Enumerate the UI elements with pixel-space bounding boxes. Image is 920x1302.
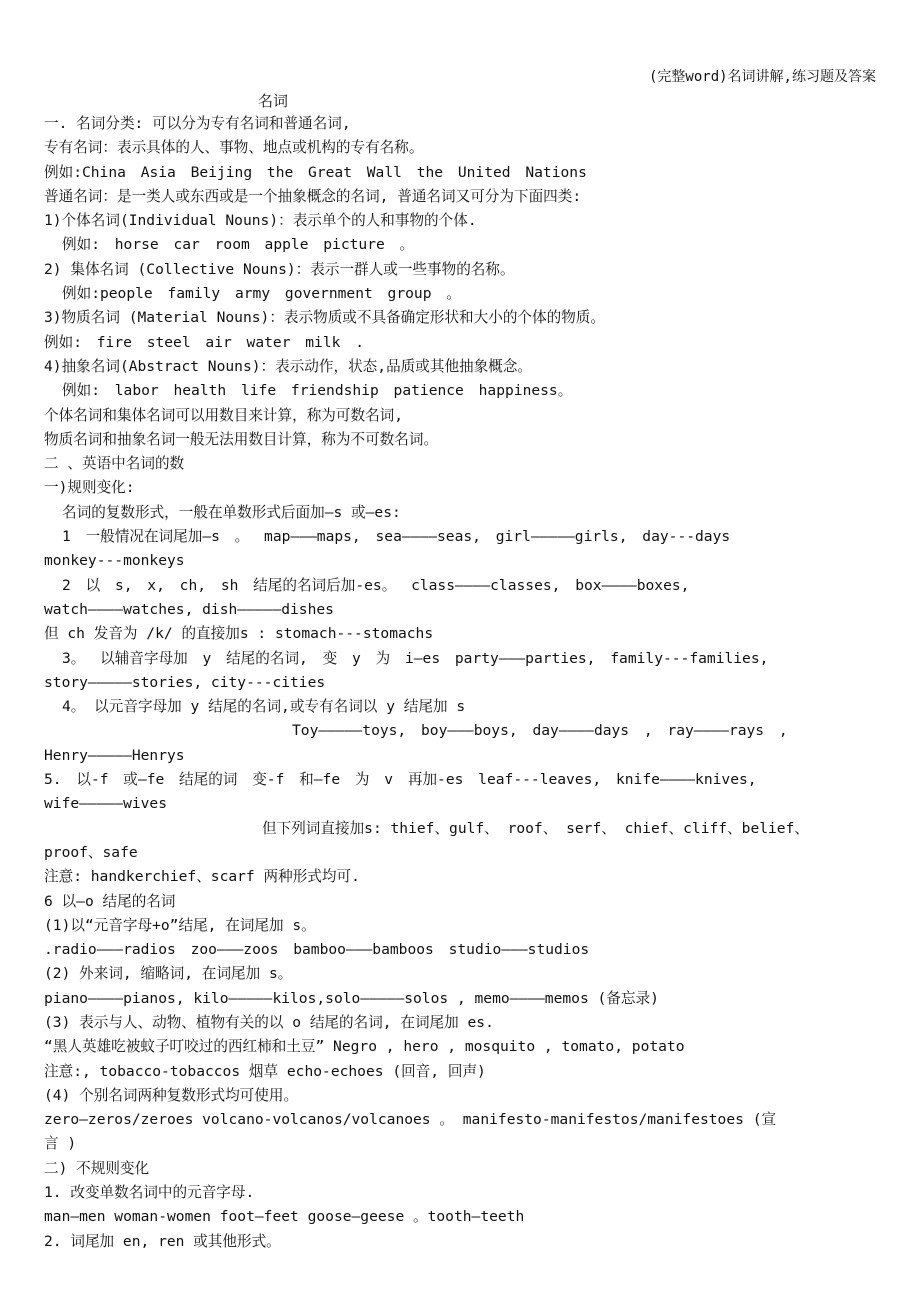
text-line: monkey---monkeys: [44, 552, 185, 570]
text-line: 一. 名词分类: 可以分为专有名词和普通名词,: [44, 115, 351, 132]
text-line: .radio———radios zoo———zoos bamboo———bamboos studio———studios: [44, 941, 590, 959]
text-line: Henry—————Henrys: [44, 746, 185, 764]
text-line: 4。 以元音字母加 y 结尾的名词,或专有名词以 y 结尾加 s: [62, 698, 466, 716]
text-line: 物质名词和抽象名词一般无法用数目计算，称为不可数名词。: [44, 430, 439, 448]
text-line: 例如: horse car room apple picture 。: [62, 236, 415, 254]
text-line: Toy—————toys, boy———boys, day————days , ray————rays ,: [292, 722, 788, 740]
text-line: 个体名词和集体名词可以用数目来计算，称为可数名词,: [44, 406, 404, 424]
text-line: 1 一般情况在词尾加—s 。 map———maps, sea————seas, girl—————girls, day---days: [62, 528, 731, 546]
text-line: 例如:China Asia Beijing the Great Wall the United Nations: [44, 163, 587, 181]
text-line: 言 ): [44, 1135, 77, 1153]
text-line: 1)个体名词(Individual Nouns)：表示单个的人和事物的个体.: [44, 212, 477, 230]
text-line: 例如:people family army government group 。: [62, 285, 461, 303]
document-body: [44, 112, 878, 1254]
text-line: 但下列词直接加s: thief、gulf、 roof、 serf、 chief、cliff、belief、: [262, 819, 809, 837]
text-line: 注意:, tobacco-tobaccos 烟草 echo-echoes (回音, 回声): [44, 1062, 486, 1080]
text-line: 普通名词：是一类人或东西或是一个抽象概念的名词, 普通名词又可分为下面四类:: [44, 187, 582, 205]
text-line: 2) 集体名词 (Collective Nouns)：表示一群人或一些事物的名称。: [44, 260, 515, 278]
text-line: 3。 以辅音字母加 y 结尾的名词, 变 y 为 i—es party———parties, family---families,: [62, 649, 769, 667]
text-line: story—————stories, city---cities: [44, 673, 326, 691]
text-line: 专有名词：表示具体的人、事物、地点或机构的专有名称。: [44, 139, 424, 157]
text-line: zero—zeros/zeroes volcano-volcanos/volcanoes 。 manifesto-manifestos/manifestoes (宣: [44, 1111, 777, 1129]
text-line: man—men woman-women foot—feet goose—geese 。tooth—teeth: [44, 1208, 525, 1226]
text-line: “黑人英雄吃被蚊子叮咬过的西红柿和土豆” Negro , hero , mosquito , tomato, potato: [44, 1038, 685, 1056]
text-line: (4) 个别名词两种复数形式均可使用。: [44, 1086, 299, 1104]
text-line: (2) 外来词, 缩略词, 在词尾加 s。: [44, 965, 293, 983]
text-line: 4)抽象名词(Abstract Nouns)：表示动作，状态,品质或其他抽象概念。: [44, 357, 533, 375]
text-line: (3) 表示与人、动物、植物有关的以 o 结尾的名词, 在词尾加 es.: [44, 1013, 494, 1031]
text-line: 5. 以-f 或—fe 结尾的词 变-f 和—fe 为 v 再加-es leaf---leaves, knife————knives,: [44, 771, 757, 789]
subsection-heading: 一)规则变化:: [44, 479, 135, 497]
text-line: (1)以“元音字母+o”结尾, 在词尾加 s。: [44, 916, 316, 934]
text-line: 注意: handkerchief、scarf 两种形式均可.: [44, 868, 360, 886]
text-line: watch————watches, dish—————dishes: [44, 600, 334, 618]
text-line: 例如: labor health life friendship patience happiness。: [62, 382, 573, 400]
text-line: 1. 改变单数名词中的元音字母.: [44, 1184, 255, 1202]
text-line: 3)物质名词 (Material Nouns)：表示物质或不具备确定形状和大小的个体的物质。: [44, 309, 605, 327]
text-line: 但 ch 发音为 /k/ 的直接加s : stomach---stomachs: [44, 625, 434, 643]
text-line: 6 以—o 结尾的名词: [44, 892, 176, 910]
page-title: 名词: [258, 92, 289, 110]
section-heading: 二 、英语中名词的数: [44, 455, 185, 473]
text-line: piano————pianos, kilo—————kilos,solo—————solos , memo————memos (备忘录): [44, 989, 659, 1007]
text-line: 名词的复数形式，一般在单数形式后面加—s 或—es:: [62, 503, 401, 521]
text-line: 例如: fire steel air water milk .: [44, 333, 364, 351]
document-header: (完整word)名词讲解,练习题及答案: [648, 69, 876, 85]
text-line: 2. 词尾加 en, ren 或其他形式。: [44, 1232, 281, 1250]
subsection-heading: 二) 不规则变化: [44, 1159, 150, 1177]
text-line: wife—————wives: [44, 795, 168, 813]
text-line: proof、safe: [44, 843, 138, 861]
text-line: 2 以 s, x, ch, sh 结尾的名词后加-es。 class————classes, box————boxes,: [62, 576, 690, 594]
